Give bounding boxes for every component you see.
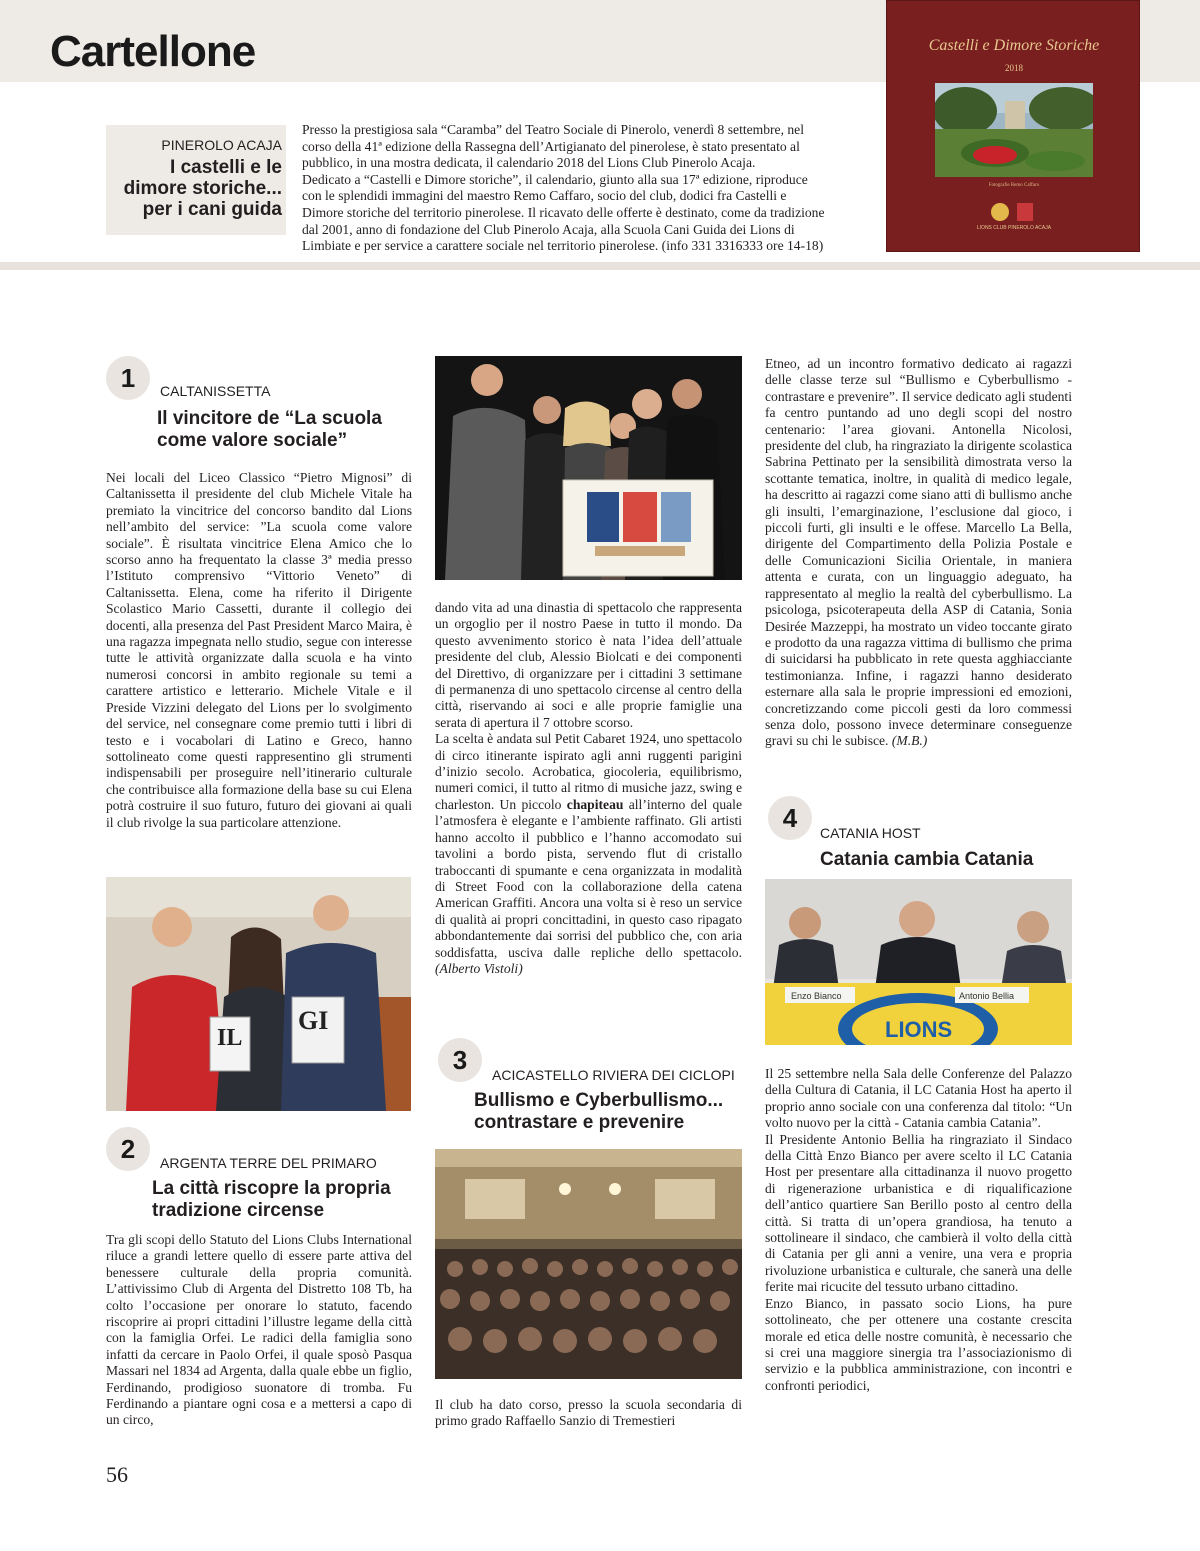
- calendar-cover: [886, 0, 1140, 252]
- feature-title: I castelli e le dimore storiche... per i cani guida: [123, 157, 282, 220]
- cover-year: 2018: [1005, 63, 1023, 73]
- page-title: Cartellone: [50, 27, 256, 76]
- article-4-photo: [765, 879, 1072, 1045]
- article-3-body-part2: Etneo, ad un incontro formativo dedicato ai ragazzi delle classe terze sul “Bullismo e Cyberbullismo - contrastare e prevenire”. Il service dedicato agli studenti fa centro puntando ad uno degli scopi del nostro centenario: l’area giovani. Antonella Nicolosi, presidente del club, ha ringraziato la dirigente scolastica Sabrina Pettinato per la sensibilità dimostrata verso la scottante tematica, inoltre, in qualità di medico legale, ha descritto ai ragazzi come siano atti di bullismo anche gli insulti, l’emarginazione, l’esclusione dal gioco, i piccoli furti, gli insulti e le offese. Marcello La Bella, dirigente del Compartimento della Polizia Postale e delle Comunicazioni Sicilia Orientale, in maniera attenta e curata, con un linguaggio adeguato, ha rappresentato al meglio la realtà del cyberbullismo. La psicologa, psicoterapeuta della ASP di Catania, Sonia Desirée Mazzeppi, ha mostrato un video toccante girato e prodotto da una ragazza vittima di bullismo che prima di suicidarsi ha pubblicato in rete questa agghiacciante testimonianza. Infine, i ragazzi hanno desiderato esternare alla sala le proprie impressioni ed emozioni, concretizzando come piccoli gesti da loro commessi senza dolo, possono invece determinare conseguenze gravi su chi le subisce. (M.B.): [765, 356, 1072, 749]
- article-3-title: Bullismo e Cyberbullismo... contrastare e prevenire: [474, 1090, 724, 1133]
- article-3-author: (M.B.): [891, 733, 928, 749]
- cover-credit: Fotografie Remo Caffaro: [988, 183, 1040, 188]
- cover-club-name: LIONS CLUB PINEROLO ACAJA: [976, 225, 1052, 231]
- article-number-3: 3: [438, 1038, 482, 1082]
- article-number-2: 2: [106, 1127, 150, 1171]
- cover-garden-photo: [935, 83, 1093, 177]
- article-3-photo: [435, 1149, 742, 1379]
- article-3-body-part1: Il club ha dato corso, presso la scuola secondaria di primo grado Raffaello Sanzio di Tremestieri: [435, 1397, 742, 1429]
- article-1-body: Nei locali del Liceo Classico “Pietro Mignosi” di Caltanissetta il presidente del club Michele Vitale ha premiato la vincitrice del concorso bandito dal Lions nell’ambito del service: ”La scuola come valore sociale”. È risultata vincitrice Elena Amico che lo scorso anno ha frequentato la classe 3ª media presso l’Istituto comprensivo “Vittorio Veneto” di Caltanissetta. Elena, come ha riferito il Dirigente Scolastico Mario Cassetti, durante il collegio dei docenti, alla presenza del Past President Marco Maira, è una ragazza impegnata nello studio, segue con interesse tutte le attività organizzate dalla scuola e ha vinto numerosi concorsi in ambito regionale su temi a carattere artistico e letterario. Michele Vitale e il Preside Vizzini delegato del Lions per lo svolgimento del service, nel consegnare come premio tutti i libri di testo e i vocabolari di Latino e Greco, hanno sottolineato come questi rappresentino gli strumenti indispensabili per proseguire nell’itinerario culturale che contribuisce alla formazione della base su cui Elena potrà costruire il suo futuro, futuro dei giovani ai quali il club rivolge la sua particolare attenzione.: [106, 470, 412, 830]
- article-4-location: CATANIA HOST: [820, 825, 921, 841]
- nameplate-bianco: Enzo Bianco: [791, 991, 842, 1001]
- feature-location: PINEROLO ACAJA: [161, 137, 282, 153]
- book-label-gi: GI: [298, 1006, 329, 1035]
- article-2-photo: [435, 356, 742, 580]
- lions-banner-text: LIONS: [885, 1017, 953, 1042]
- article-1-photo: [106, 877, 411, 1111]
- article-2-author: (Alberto Vistoli): [435, 960, 523, 976]
- band-divider: [0, 262, 1200, 270]
- article-3-location: ACICASTELLO RIVIERA DEI CICLOPI: [492, 1067, 735, 1083]
- lions-logo-icon: [991, 203, 1009, 221]
- nameplate-bellia: Antonio Bellia: [959, 991, 1015, 1001]
- article-2-title: La città riscopre la propria tradizione circense: [152, 1178, 391, 1221]
- article-2-body-part2: dando vita ad una dinastia di spettacolo che rappresenta un orgoglio per il nostro Paese in tutto il mondo. Da questo avvenimento storico è nata l’idea dell’attuale presidente del club, Alessio Biolcati e dei componenti del Direttivo, di organizzare per i cittadini 3 settimane di permanenza di uno spettacolo circense al centro della città, riservando ai soci e alle proprie famiglie una serata di apertura il 7 ottobre scorso. La scelta è andata sul Petit Cabaret 1924, uno spettacolo di circo itinerante ispirato agli anni ruggenti parigini d’inizio secolo. Acrobatica, giocoleria, equilibrismo, numeri comici, il tutto al ritmo di musiche jazz, swing e charleston. Un piccolo chapiteau all’interno del quale l’atmosfera è elegante e l’ambiente raffinato. Gli artisti hanno accolto il pubblico e l’hanno accomodato sui tavolini a bordo pista, servendo flut di cristallo traboccanti di spumante e cena organizzata in modalità di Street Food con la collaborazione della catena American Graffiti. Ancora una volta si è reso un service di qualità ai propri concittadini, in questo caso ripagato abbondantemente dai sorrisi del pubblico che, con aria soddisfatta, usciva dalle repliche dello spettacolo. (Alberto Vistoli): [435, 600, 742, 976]
- club-crest-icon: [1017, 203, 1033, 221]
- article-number-4: 4: [768, 796, 812, 840]
- feature-kicker: [106, 125, 286, 235]
- article-1-title: Il vincitore de “La scuola come valore sociale”: [157, 408, 382, 451]
- article-number-1: 1: [106, 356, 150, 400]
- cover-title: Castelli e Dimore Storiche: [928, 37, 1100, 54]
- article-1-location: CALTANISSETTA: [160, 383, 271, 399]
- page-number: 56: [106, 1462, 128, 1487]
- article-4-body: Il 25 settembre nella Sala delle Conferenze del Palazzo della Cultura di Catania, il LC Catania Host ha aperto il proprio anno sociale con una conferenza dal titolo: “Un volto nuovo per la città - Catania cambia Catania”. Il Presidente Antonio Bellia ha ringraziato il Sindaco della Città Enzo Bianco per avere scelto il LC Catania Host per presentare alla cittadinanza il nuovo progetto di rigenerazione urbanistica e di riqualificazione dell’antico quartiere San Berillo posto al centro della città. Si tratta di un’opera grandiosa, ha tenuto a sottolineare il sindaco, che cambierà il volto della città di Catania per gli anni a venire, una vera e propria rivoluzione urbanistica e culturale, che sanerà una delle ferite mai ricucite del tessuto urbano cittadino. Enzo Bianco, in passato socio Lions, ha pure sottolineato, che per ottenere una costante crescita morale ed etica delle nostre comunità, è necessario che si crei una maggiore sinergia tra l’associazionismo di servizio e la pubblica amministrazione, con incontri e confronti periodici,: [765, 1066, 1072, 1393]
- article-4-title: Catania cambia Catania: [820, 849, 1034, 870]
- book-label-il: IL: [217, 1025, 243, 1051]
- article-2-body-part1: Tra gli scopi dello Statuto del Lions Clubs International riluce a grandi lettere quello di essere parte attiva del benessere culturale della propria comunità. L’attivissimo Club di Argenta del Distretto 108 Tb, ha colto l’occasione per onorare lo statuto, facendo riscoprire ai propri cittadini l’illustre legame della città con la famiglia Orfei. Le radici della famiglia sono infatti da cercare in Paolo Orfei, il quale sposò Pasqua Massari nel 1834 ad Argenta, dalla quale ebbe un figlio, Ferdinando, prodigioso suonatore di tromba. Fu Ferdinando a piantare ogni cosa e a mettersi a capo di un circo,: [106, 1232, 412, 1428]
- article-2-location: ARGENTA TERRE DEL PRIMARO: [160, 1155, 377, 1171]
- feature-body: Presso la prestigiosa sala “Caramba” del Teatro Sociale di Pinerolo, venerdì 8 settembre, nel corso della 41ª edizione della Rassegna dell’Artigianato del pinerolese, è stato presentato al pubblico, in una mostra dedicata, il calendario 2018 del Lions Club Pinerolo Acaja. Dedicato a “Castelli e Dimore storiche”, il calendario, giunto alla sua 17ª edizione, riproduce con le splendidi immagini del maestro Remo Caffaro, socio del club, dodici fra Castelli e Dimore storiche del territorio pinerolese. Il ricavato delle offerte è destinato, come da tradizione dal 2001, anno di fondazione del Club Pinerolo Acaja, alla Scuola Cani Guida dei Lions di Limbiate e per service a carattere sociale nel territorio pinerolese. (info 331 3316333 ore 14-18): [302, 122, 825, 254]
